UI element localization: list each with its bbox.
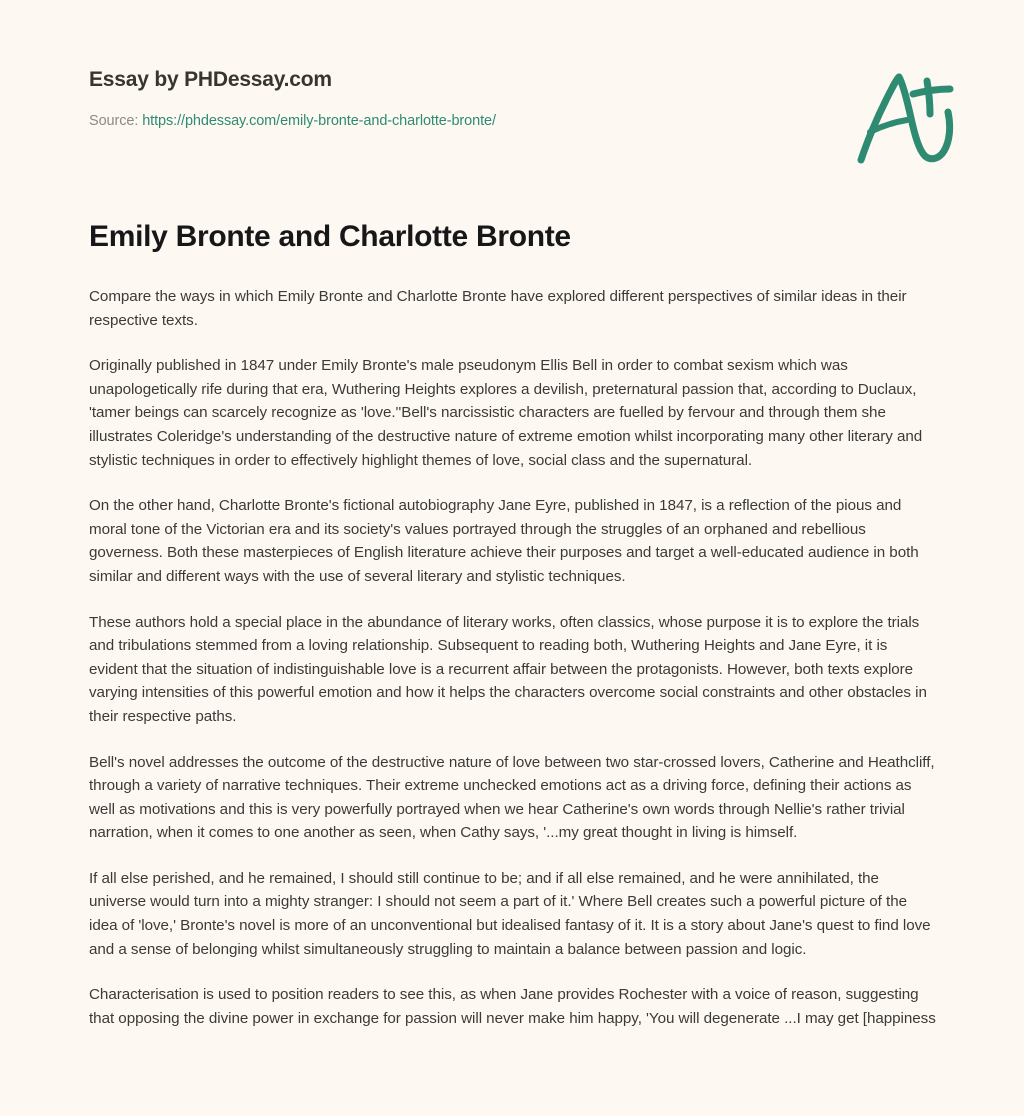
paragraph: Bell's novel addresses the outcome of the destructive nature of love between two star-crossed lovers, Catherine and Heathcliff, through a variety of narrative techniques. Their extreme unchecked emotions act as a driving force, defining their actions as well as motivations and this is very powerfully portrayed when we hear Catherine's own words through Nellie's rather trivial narration, when it comes to one another as seen, when Cathy says, '...my great thought in living is himself. [89, 753, 935, 842]
source-line [89, 94, 949, 131]
paragraph: These authors hold a special place in the abundance of literary works, often classics, whose purpose it is to explore the trials and tribulations stemmed from a loving relationship. Subsequent to reading both, Wuthering Heights and Jane Eyre, it is evident that the situation of indistinguishable love is a recurrent affair between the protagonists. However, both texts explore varying intensities of this powerful emotion and how it helps the characters overcome social constraints and other obstacles in their respective paths. [89, 613, 927, 725]
source-link[interactable]: https://phdessay.com/emily-bronte-and-charlotte-bronte/ [142, 113, 496, 129]
paragraph: Originally published in 1847 under Emily Bronte's male pseudonym Ellis Bell in order to combat sexism which was unapologetically rife during that era, Wuthering Heights explores a devilish, preternatural passion that, according to Duclaux, 'tamer beings can scarcely recognize as 'love.''Bell's narcissistic characters are fuelled by fervour and through them she illustrates Coleridge's understanding of the destructive nature of extreme emotion whilst incorporating many other literary and stylistic techniques in order to effectively highlight themes of love, social class and the supernatural. [89, 357, 923, 469]
page-title: Emily Bronte and Charlotte Bronte [89, 220, 571, 253]
paragraph: Compare the ways in which Emily Bronte and Charlotte Bronte have explored different perspectives of similar ideas in their respective texts. [89, 288, 907, 329]
a-plus-logo [849, 60, 969, 170]
page-header [89, 66, 949, 131]
paragraph: Characterisation is used to position readers to see this, as when Jane provides Rochester with a voice of reason, suggesting that opposing the divine power in exchange for passion will never make him happy, 'You will degenerate ...I may get [happiness [89, 986, 936, 1027]
paragraph: If all else perished, and he remained, I should still continue to be; and if all else remained, and he were annihilated, the universe would turn into a mighty stranger: I should not seem a part of it.' Where Bell creates such a powerful picture of the idea of 'love,' Bronte's novel is more of an unconventional but idealised fantasy of it. It is a story about Jane's quest to find love and a sense of belonging whilst simultaneously struggling to maintain a balance between passion and logic. [89, 869, 931, 958]
paragraph: On the other hand, Charlotte Bronte's fictional autobiography Jane Eyre, published in 1847, is a reflection of the pious and moral tone of the Victorian era and its society's values portrayed through the struggles of an orphaned and rebellious governess. Both these masterpieces of English literature achieve their purposes and target a well-educated audience in both similar and different ways with the use of several literary and stylistic techniques. [89, 497, 919, 585]
article [89, 218, 939, 1030]
source-label: Source: [89, 113, 139, 129]
brand-title: Essay by PHDessay.com [89, 68, 332, 91]
article-body [89, 256, 939, 1030]
